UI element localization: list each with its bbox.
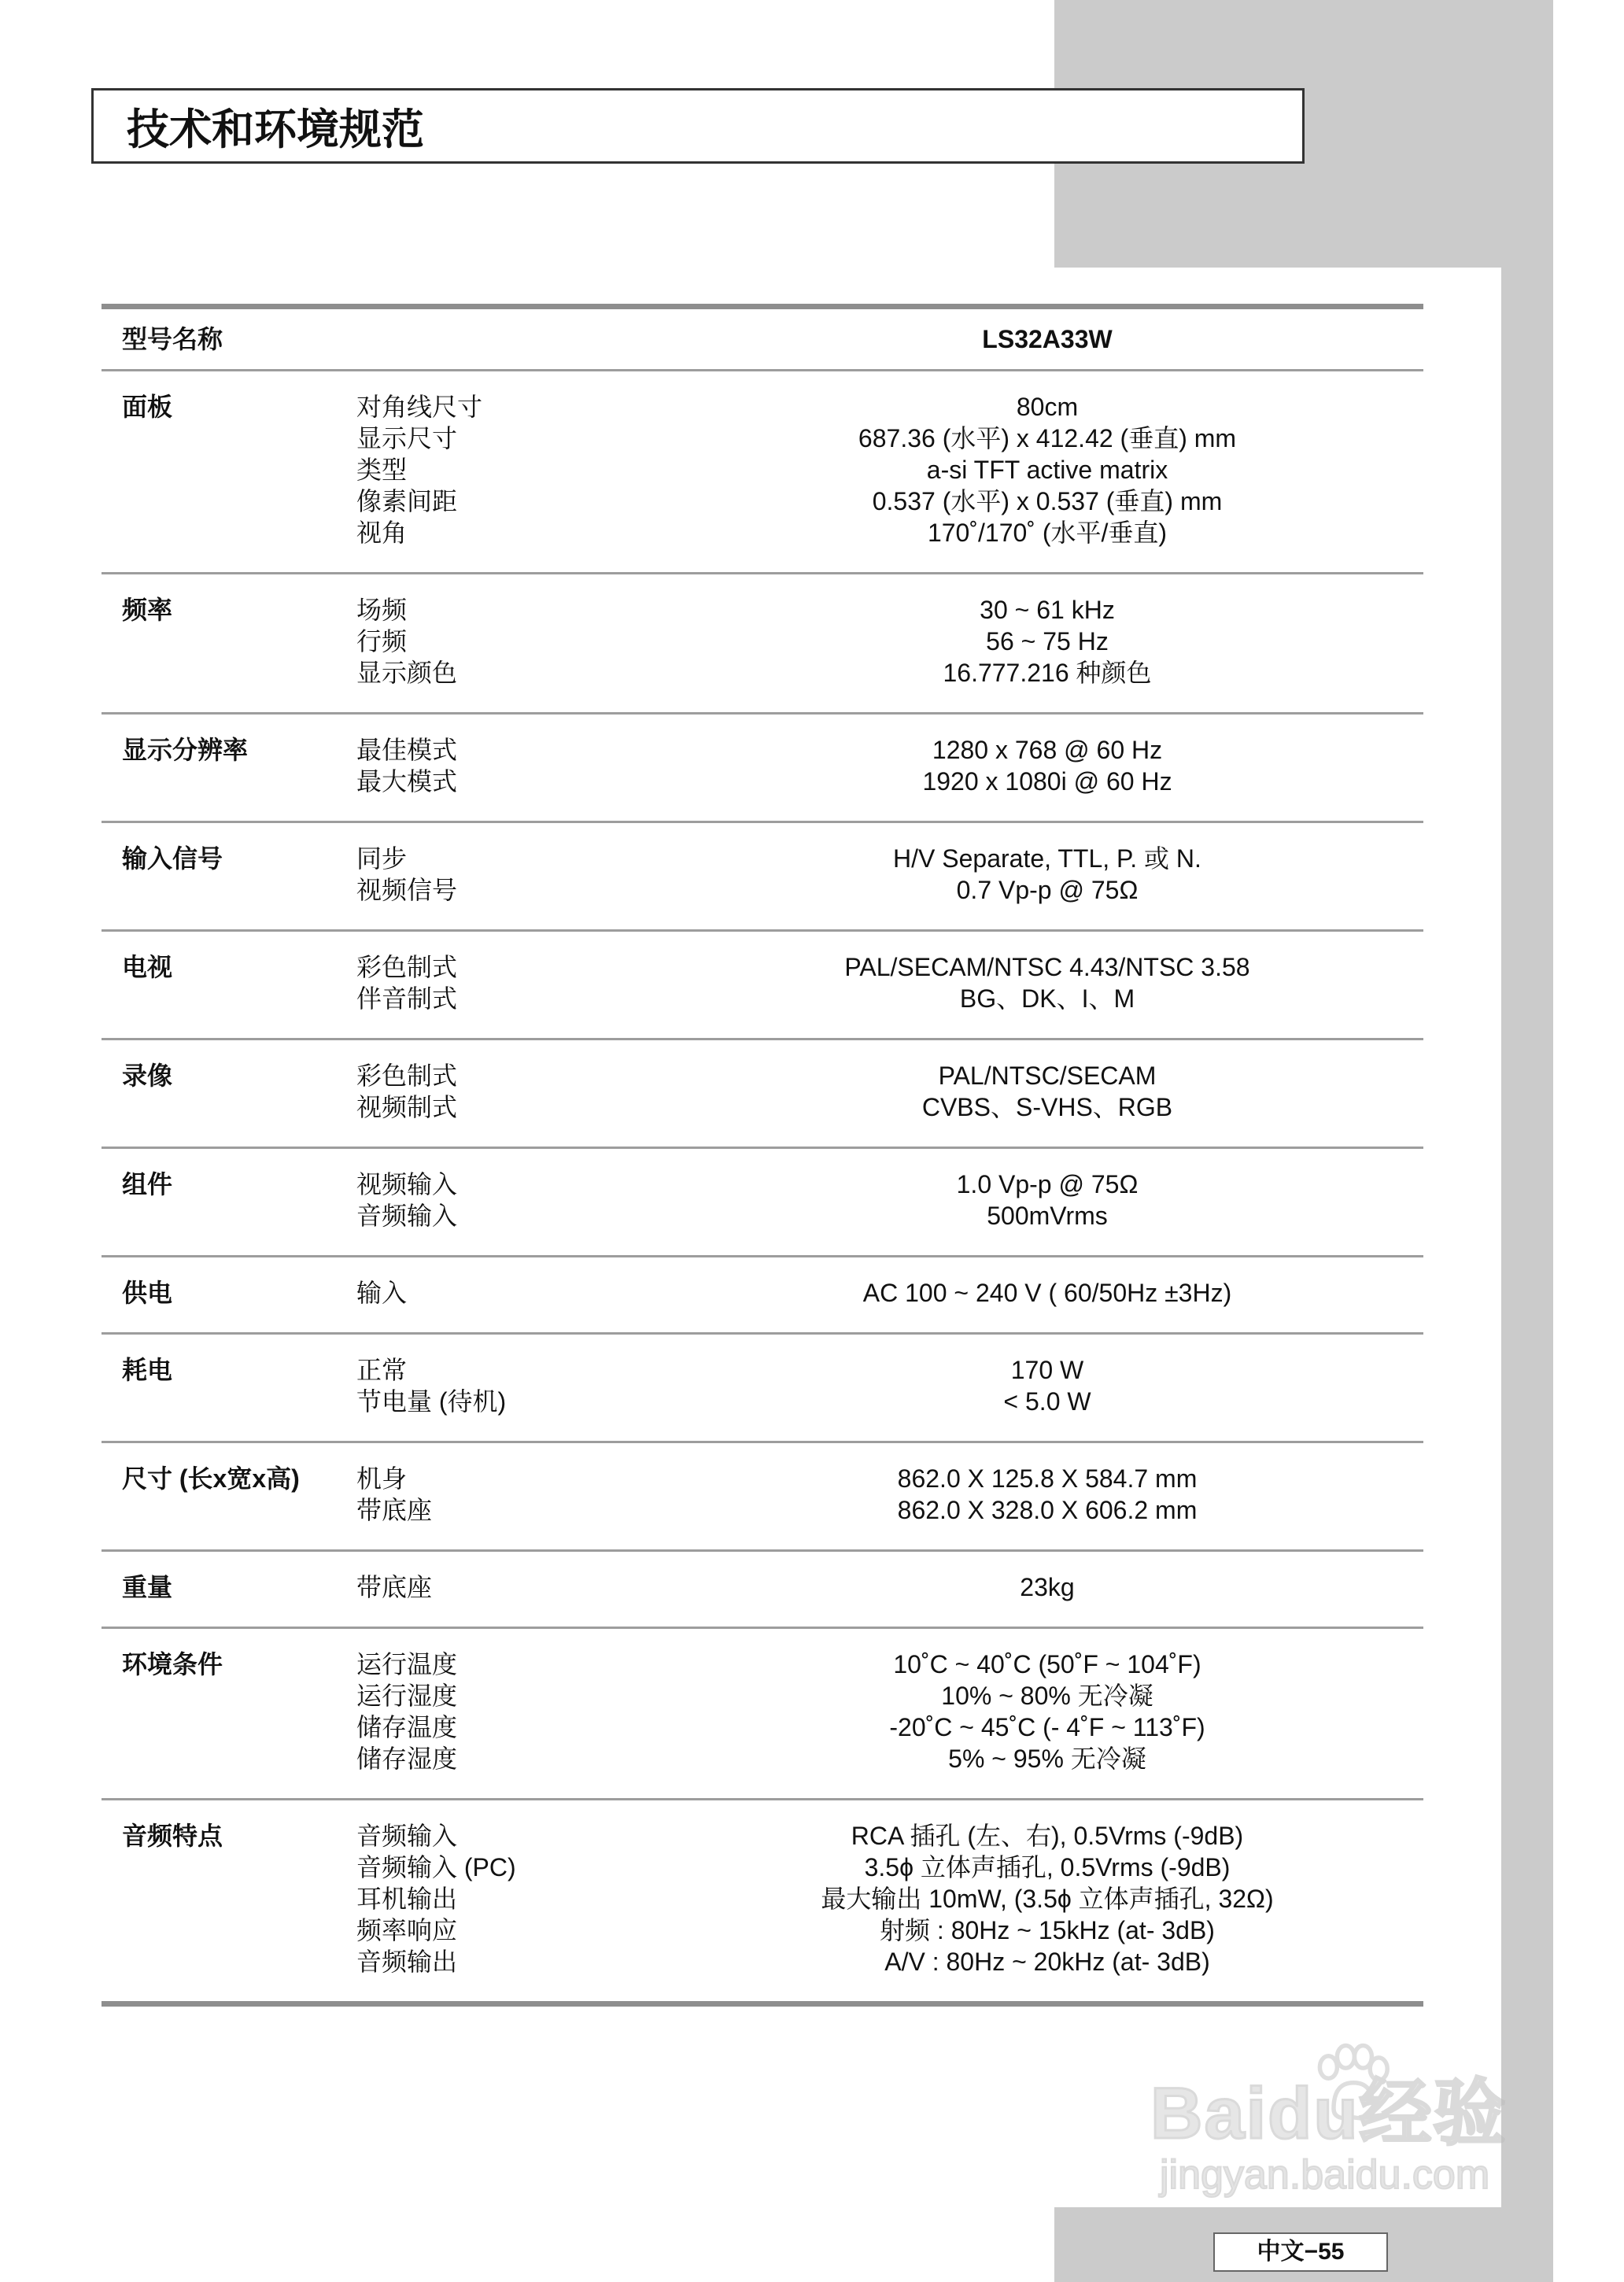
spec-value: 500mVrms [987,1202,1108,1230]
spec-item-label: 最大模式 [356,767,458,796]
row-category: 电视 [122,953,173,981]
row-category: 组件 [122,1170,173,1198]
row-items [356,594,671,689]
spec-value: 30 ~ 61 kHz [980,596,1115,624]
watermark-url: jingyan.baidu.com [1160,2152,1490,2198]
row-category: 显示分辨率 [122,736,249,764]
row-category: 重量 [122,1573,173,1601]
table-row [102,929,1423,1038]
row-category: 供电 [122,1279,173,1307]
spec-item-label: 运行温度 [356,1650,458,1678]
row-values [671,1571,1423,1603]
spec-value: 16.777.216 种颜色 [943,659,1152,687]
spec-item-label: 最佳模式 [356,736,458,764]
spec-value: 0.7 Vp-p @ 75Ω [956,876,1139,904]
row-category: 环境条件 [122,1650,223,1678]
row-values [671,1649,1423,1774]
row-category: 型号名称 [122,325,223,353]
row-items [356,843,671,906]
table-row [102,1549,1423,1627]
spec-value: 1.0 Vp-p @ 75Ω [956,1170,1139,1198]
row-values [671,1060,1423,1123]
spec-item-label: 彩色制式 [356,1062,458,1090]
row-values [671,1169,1423,1231]
spec-item-label: 显示尺寸 [356,424,458,452]
spec-value: 862.0 X 125.8 X 584.7 mm [897,1464,1198,1493]
spec-item-label: 带底座 [356,1573,433,1601]
spec-value: 5% ~ 95% 无冷凝 [948,1745,1146,1773]
table-row [102,1038,1423,1147]
spec-value: 10˚C ~ 40˚C (50˚F ~ 104˚F) [893,1650,1201,1678]
watermark-logo: Baidu经验 [1150,2073,1508,2154]
page-title [91,88,1305,164]
spec-value: 862.0 X 328.0 X 606.2 mm [897,1496,1198,1524]
row-category: 尺寸 (长x宽x高) [122,1464,300,1493]
spec-item-label: 输入 [356,1279,408,1307]
spec-value: 170 W [1010,1356,1084,1384]
row-values [671,323,1423,355]
spec-value: RCA 插孔 (左、右), 0.5Vrms (-9dB) [851,1822,1244,1850]
table-row [102,1332,1423,1441]
page-number: 中文−55 [1213,2232,1388,2272]
spec-item-label: 带底座 [356,1496,433,1524]
spec-item-label: 运行湿度 [356,1682,458,1710]
spec-value: CVBS、S-VHS、RGB [921,1093,1173,1121]
spec-value: a-si TFT active matrix [926,456,1168,484]
row-items [356,951,671,1014]
spec-table [102,304,1423,2007]
spec-value: LS32A33W [982,325,1113,353]
row-items [356,1463,671,1526]
table-row [102,1255,1423,1332]
table-row [102,712,1423,821]
spec-item-label: 视频输入 [356,1170,458,1198]
spec-value: 80cm [1016,393,1079,421]
row-items [356,1060,671,1123]
gray-side-strip [1501,0,1553,2282]
table-row [102,1441,1423,1549]
row-category: 音频特点 [122,1822,223,1850]
spec-item-label: 视频信号 [356,876,458,904]
spec-value: AC 100 ~ 240 V ( 60/50Hz ±3Hz) [862,1279,1232,1307]
spec-value: 1280 x 768 @ 60 Hz [932,736,1163,764]
row-items [356,323,671,355]
row-items [356,1277,671,1309]
spec-item-label: 对角线尺寸 [356,393,483,421]
spec-item-label: 机身 [356,1464,408,1493]
row-category: 频率 [122,596,173,624]
spec-item-label: 音频输出 [356,1948,458,1976]
spec-value: -20˚C ~ 45˚C (- 4˚F ~ 113˚F) [889,1713,1205,1741]
table-row [102,1798,1423,2001]
spec-item-label: 像素间距 [356,487,458,515]
row-values [671,843,1423,906]
spec-value: < 5.0 W [1003,1387,1091,1416]
spec-value: 23kg [1020,1573,1075,1601]
row-items [356,1649,671,1774]
row-values [671,391,1423,548]
table-row [102,369,1423,572]
spec-value: 最大输出 10mW, (3.5ϕ 立体声插孔, 32Ω) [821,1885,1274,1913]
row-items [356,1571,671,1603]
spec-value: BG、DK、I、M [959,984,1135,1013]
table-row [102,572,1423,712]
spec-value: 687.36 (水平) x 412.42 (垂直) mm [858,424,1237,452]
spec-value: PAL/SECAM/NTSC 4.43/NTSC 3.58 [844,953,1250,981]
page-title-text: 技术和环境规范 [127,105,424,153]
table-row [102,821,1423,929]
spec-value: H/V Separate, TTL, P. 或 N. [893,844,1201,873]
row-items [356,1354,671,1417]
spec-item-label: 储存温度 [356,1713,458,1741]
spec-item-label: 彩色制式 [356,953,458,981]
row-category: 输入信号 [122,844,223,873]
spec-value: 10% ~ 80% 无冷凝 [941,1682,1153,1710]
watermark [1150,2055,1528,2205]
spec-item-label: 正常 [356,1356,408,1384]
row-category: 面板 [122,393,173,421]
spec-item-label: 显示颜色 [356,659,458,687]
spec-value: PAL/NTSC/SECAM [938,1062,1157,1090]
spec-value: 56 ~ 75 Hz [986,627,1109,655]
row-values [671,1820,1423,1977]
spec-value: 3.5ϕ 立体声插孔, 0.5Vrms (-9dB) [864,1853,1231,1881]
row-values [671,1277,1423,1309]
spec-value: A/V : 80Hz ~ 20kHz (at- 3dB) [884,1948,1210,1976]
spec-value: 射频 : 80Hz ~ 15kHz (at- 3dB) [880,1916,1215,1944]
spec-item-label: 音频输入 (PC) [356,1853,516,1881]
row-items [356,391,671,548]
spec-value: 1920 x 1080i @ 60 Hz [922,767,1172,796]
spec-item-label: 音频输入 [356,1202,458,1230]
row-values [671,951,1423,1014]
table-row [102,1147,1423,1255]
spec-item-label: 耳机输出 [356,1885,458,1913]
spec-item-label: 场频 [356,596,408,624]
row-items [356,734,671,797]
table-row [102,1627,1423,1798]
spec-item-label: 视频制式 [356,1093,458,1121]
spec-item-label: 储存湿度 [356,1745,458,1773]
spec-value: 0.537 (水平) x 0.537 (垂直) mm [872,487,1223,515]
row-values [671,734,1423,797]
spec-item-label: 音频输入 [356,1822,458,1850]
row-category: 录像 [122,1062,173,1090]
row-values [671,1463,1423,1526]
row-items [356,1820,671,1977]
row-values [671,594,1423,689]
spec-item-label: 同步 [356,844,408,873]
spec-value: 170˚/170˚ (水平/垂直) [927,519,1168,547]
spec-item-label: 行频 [356,627,408,655]
table-header-row [102,309,1423,369]
spec-item-label: 节电量 (待机) [356,1387,507,1416]
row-values [671,1354,1423,1417]
spec-item-label: 频率响应 [356,1916,458,1944]
row-category: 耗电 [122,1356,173,1384]
spec-item-label: 伴音制式 [356,984,458,1013]
spec-item-label: 视角 [356,519,408,547]
spec-item-label: 类型 [356,456,408,484]
row-items [356,1169,671,1231]
